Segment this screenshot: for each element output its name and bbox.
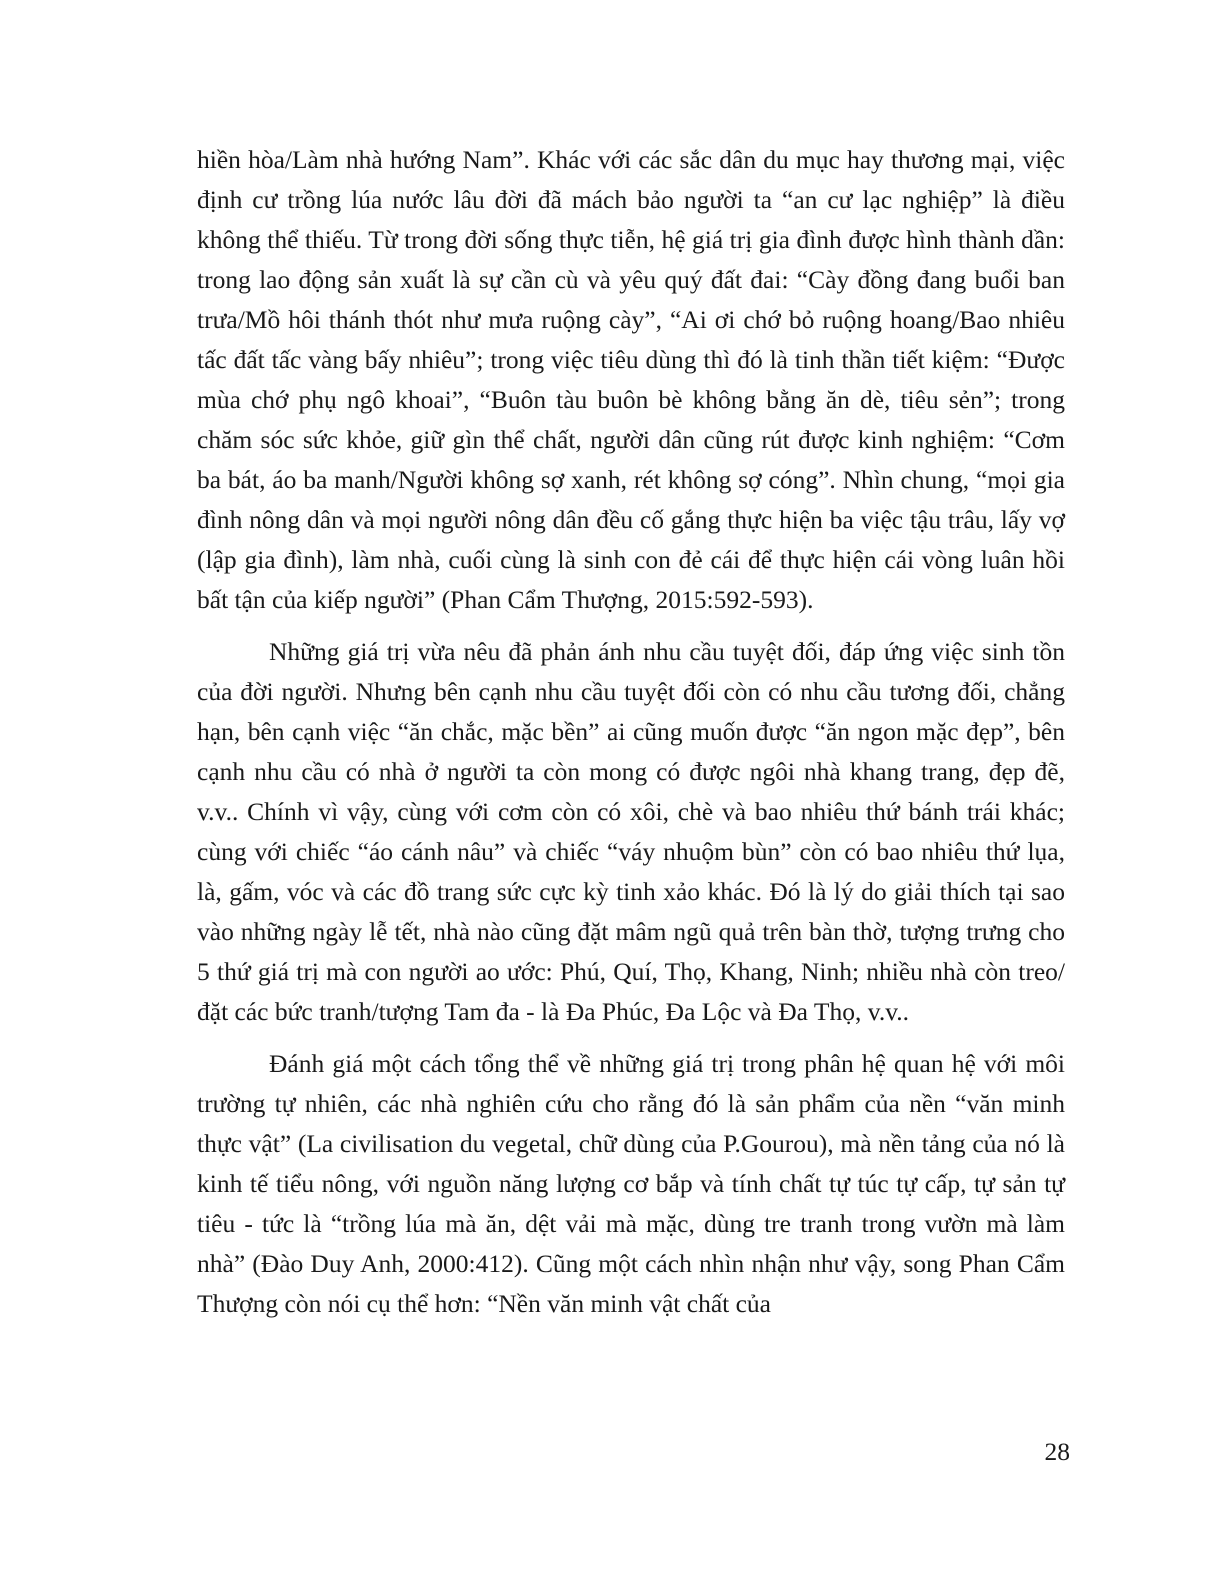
page-number: 28 xyxy=(1044,1437,1070,1466)
body-text xyxy=(197,140,1065,1336)
paragraph-continuation: hiền hòa/Làm nhà hướng Nam”. Khác với các sắc dân du mục hay thương mại, việc định cư trồng lúa nước lâu đời đã mách bảo người ta “an cư lạc nghiệp” là điều không thể thiếu. Từ trong đời sống thực tiễn, hệ giá trị gia đình được hình thành dần: trong lao động sản xuất là sự cần cù và yêu quý đất đai: “Cày đồng đang buổi ban trưa/Mồ hôi thánh thót như mưa ruộng cày”, “Ai ơi chớ bỏ ruộng hoang/Bao nhiêu tấc đất tấc vàng bấy nhiêu”; trong việc tiêu dùng thì đó là tinh thần tiết kiệm: “Được mùa chớ phụ ngô khoai”, “Buôn tàu buôn bè không bằng ăn dè, tiêu sẻn”; trong chăm sóc sức khỏe, giữ gìn thể chất, người dân cũng rút được kinh nghiệm: “Cơm ba bát, áo ba manh/Người không sợ xanh, rét không sợ cóng”. Nhìn chung, “mọi gia đình nông dân và mọi người nông dân đều cố gắng thực hiện ba việc tậu trâu, lấy vợ (lập gia đình), làm nhà, cuối cùng là sinh con đẻ cái để thực hiện cái vòng luân hồi bất tận của kiếp người” (Phan Cẩm Thượng, 2015:592-593). xyxy=(197,145,1065,614)
paragraph-needs: Những giá trị vừa nêu đã phản ánh nhu cầu tuyệt đối, đáp ứng việc sinh tồn của đời người. Nhưng bên cạnh nhu cầu tuyệt đối còn có nhu cầu tương đối, chẳng hạn, bên cạnh việc “ăn chắc, mặc bền” ai cũng muốn được “ăn ngon mặc đẹp”, bên cạnh nhu cầu có nhà ở người ta còn mong có được ngôi nhà khang trang, đẹp đẽ, v.v.. Chính vì vậy, cùng với cơm còn có xôi, chè và bao nhiêu thứ bánh trái khác; cùng với chiếc “áo cánh nâu” và chiếc “váy nhuộm bùn” còn có bao nhiêu thứ lụa, là, gấm, vóc và các đồ trang sức cực kỳ tinh xảo khác. Đó là lý do giải thích tại sao vào những ngày lễ tết, nhà nào cũng đặt mâm ngũ quả trên bàn thờ, tượng trưng cho 5 thứ giá trị mà con người ao ước: Phú, Quí, Thọ, Khang, Ninh; nhiều nhà còn treo/đặt các bức tranh/tượng Tam đa - là Đa Phúc, Đa Lộc và Đa Thọ, v.v.. xyxy=(197,637,1065,1026)
paragraph-assessment: Đánh giá một cách tổng thể về những giá trị trong phân hệ quan hệ với môi trường tự nhiên, các nhà nghiên cứu cho rằng đó là sản phẩm của nền “văn minh thực vật” (La civilisation du vegetal, chữ dùng của P.Gourou), mà nền tảng của nó là kinh tế tiểu nông, với nguồn năng lượng cơ bắp và tính chất tự túc tự cấp, tự sản tự tiêu - tức là “trồng lúa mà ăn, dệt vải mà mặc, dùng tre tranh trong vườn mà làm nhà” (Đào Duy Anh, 2000:412). Cũng một cách nhìn nhận như vậy, song Phan Cẩm Thượng còn nói cụ thể hơn: “Nền văn minh vật chất của xyxy=(197,1049,1065,1318)
